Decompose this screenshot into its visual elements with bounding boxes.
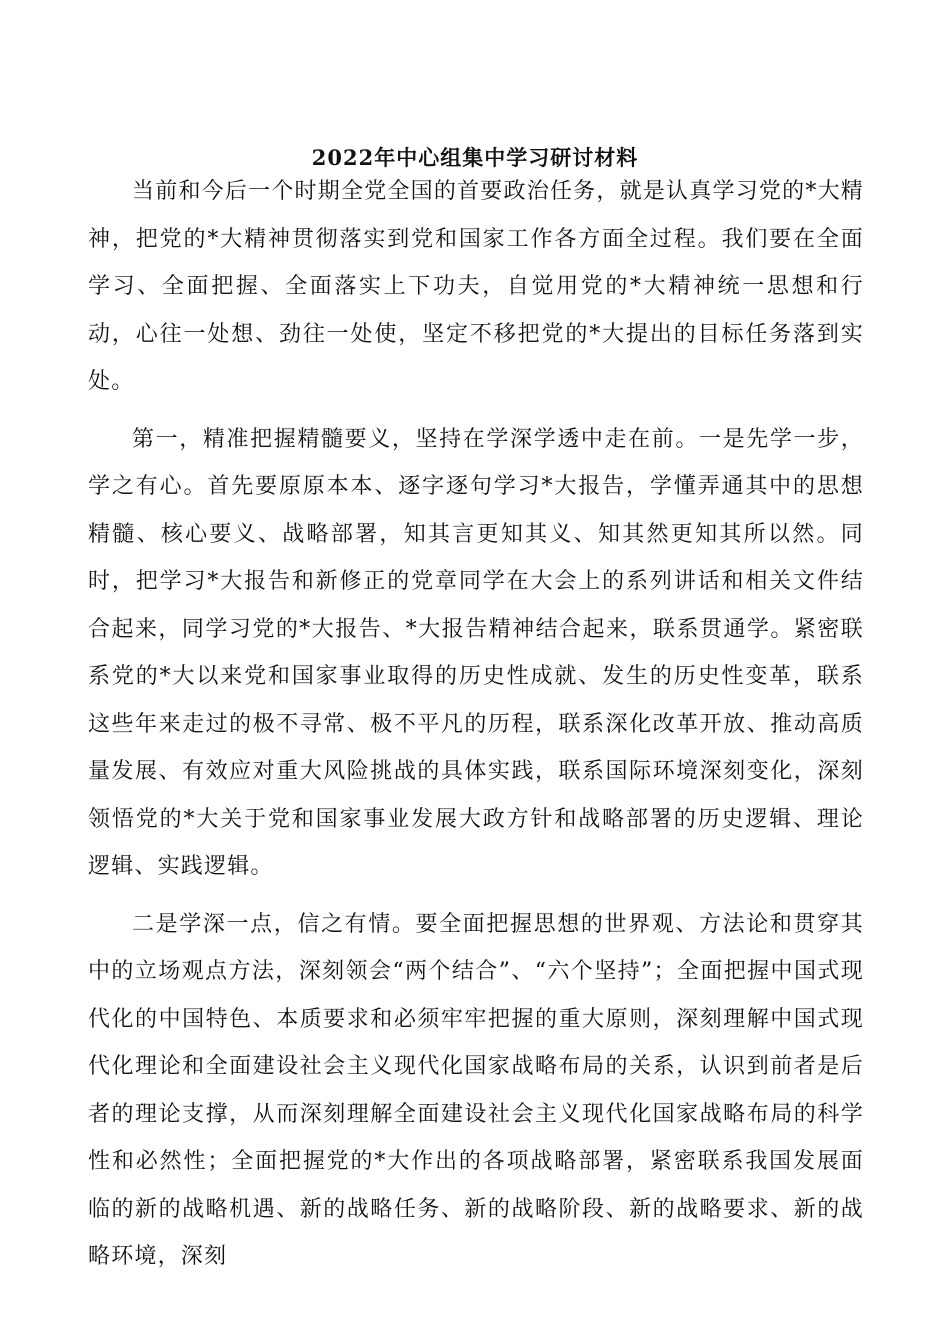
- paragraph-second-point: 二是学深一点，信之有情。要全面把握思想的世界观、方法论和贯穿其中的立场观点方法，深刻领会“两个结合”、“六个坚持”；全面把握中国式现代化的中国特色、本质要求和必须牢牢把握的重大原则，深刻理解中国式现代化理论和全面建设社会主义现代化国家战略布局的关系，认识到前者是后者的理论支撑，从而深刻理解全面建设社会主义现代化国家战略布局的科学性和必然性；全面把握党的*大作出的各项战略部署，紧密联系我国发展面临的新的战略机遇、新的战略任务、新的战略阶段、新的战略要求、新的战略环境，深刻: [88, 911, 864, 1269]
- document-body: [88, 168, 864, 1281]
- paragraph-intro: 当前和今后一个时期全党全国的首要政治任务，就是认真学习党的*大精神，把党的*大精神贯彻落实到党和国家工作各方面全过程。我们要在全面学习、全面把握、全面落实上下功夫，自觉用党的*大精神统一思想和行动，心往一处想、劲往一处使，坚定不移把党的*大提出的目标任务落到实处。: [88, 179, 864, 394]
- paragraph-first-point: 第一，精准把握精髓要义，坚持在学深学透中走在前。一是先学一步，学之有心。首先要原原本本、逐字逐句学习*大报告，学懂弄通其中的思想精髓、核心要义、战略部署，知其言更知其义、知其然更知其所以然。同时，把学习*大报告和新修正的党章同学在大会上的系列讲话和相关文件结合起来，同学习党的*大报告、*大报告精神结合起来，联系贯通学。紧密联系党的*大以来党和国家事业取得的历史性成就、发生的历史性变革，联系这些年来走过的极不寻常、极不平凡的历程，联系深化改革开放、推动高质量发展、有效应对重大风险挑战的具体实践，联系国际环境深刻变化，深刻领悟党的*大关于党和国家事业发展大政方针和战略部署的历史逻辑、理论逻辑、实践逻辑。: [88, 426, 864, 879]
- document-title: 2022年中心组集中学习研讨材料: [311, 145, 639, 170]
